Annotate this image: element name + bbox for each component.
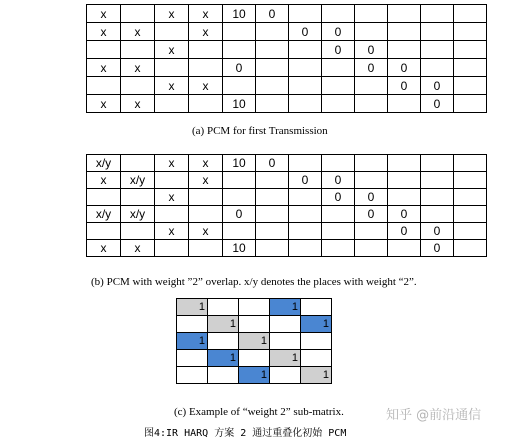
table-row: [87, 155, 487, 172]
matrix-cell: [121, 5, 155, 23]
matrix-cell: [421, 172, 454, 189]
table-row: [87, 23, 487, 41]
matrix-cell: [454, 155, 487, 172]
weight-2-sub-matrix: [176, 298, 332, 384]
matrix-cell: 0: [289, 23, 322, 41]
matrix-cell: x: [189, 155, 223, 172]
matrix-cell: [322, 5, 355, 23]
matrix-cell: 0: [355, 189, 388, 206]
caption-a: (a) PCM for first Transmission: [192, 125, 328, 137]
matrix-cell: [454, 95, 487, 113]
matrix-cell: x: [189, 77, 223, 95]
matrix-cell: [322, 77, 355, 95]
matrix-cell: 10: [223, 155, 256, 172]
matrix-cell: [289, 223, 322, 240]
matrix-cell: [355, 77, 388, 95]
sub-matrix-cell: [239, 316, 270, 333]
matrix-cell: 0: [355, 206, 388, 223]
matrix-cell: 0: [256, 155, 289, 172]
matrix-cell: [454, 23, 487, 41]
matrix-cell: 10: [223, 240, 256, 257]
sub-matrix-cell: 1: [301, 316, 332, 333]
matrix-cell: [421, 23, 454, 41]
matrix-cell: [256, 172, 289, 189]
matrix-cell: 0: [421, 240, 454, 257]
matrix-cell: 0: [322, 41, 355, 59]
matrix-cell: x: [121, 95, 155, 113]
matrix-cell: 10: [223, 95, 256, 113]
matrix-cell: [121, 189, 155, 206]
matrix-cell: 0: [256, 5, 289, 23]
sub-matrix-cell: [270, 333, 301, 350]
matrix-cell: [256, 206, 289, 223]
matrix-cell: 0: [388, 223, 421, 240]
sub-matrix-cell: 1: [208, 316, 239, 333]
matrix-cell: 0: [421, 223, 454, 240]
matrix-cell: [289, 5, 322, 23]
matrix-cell: [355, 172, 388, 189]
matrix-cell: [121, 223, 155, 240]
matrix-cell: [87, 189, 121, 206]
table-row: [87, 223, 487, 240]
table-row: [177, 299, 332, 316]
matrix-cell: x: [189, 23, 223, 41]
matrix-cell: 0: [322, 172, 355, 189]
matrix-cell: [155, 95, 189, 113]
matrix-cell: x: [87, 172, 121, 189]
sub-matrix-cell: [208, 367, 239, 384]
matrix-cell: [189, 41, 223, 59]
table-row: [87, 172, 487, 189]
matrix-cell: [421, 206, 454, 223]
matrix-cell: x: [121, 240, 155, 257]
matrix-cell: [256, 223, 289, 240]
matrix-cell: [189, 240, 223, 257]
matrix-cell: 0: [421, 95, 454, 113]
zhihu-watermark: 知乎 @前沿通信: [386, 408, 482, 423]
matrix-cell: x: [87, 95, 121, 113]
sub-matrix-cell: [208, 333, 239, 350]
matrix-cell: [322, 95, 355, 113]
matrix-cell: [289, 77, 322, 95]
matrix-cell: [421, 189, 454, 206]
matrix-cell: x/y: [121, 172, 155, 189]
matrix-cell: 0: [322, 23, 355, 41]
sub-matrix-cell: 1: [177, 333, 208, 350]
sub-matrix-cell: 1: [239, 367, 270, 384]
matrix-cell: 0: [421, 77, 454, 95]
matrix-cell: x: [121, 23, 155, 41]
matrix-cell: [256, 95, 289, 113]
matrix-cell: [388, 5, 421, 23]
matrix-cell: x: [87, 23, 121, 41]
matrix-cell: [421, 5, 454, 23]
matrix-cell: [189, 206, 223, 223]
matrix-cell: [388, 41, 421, 59]
matrix-cell: [256, 189, 289, 206]
matrix-cell: [355, 5, 388, 23]
table-row: [87, 189, 487, 206]
matrix-cell: 0: [223, 206, 256, 223]
matrix-cell: [155, 59, 189, 77]
sub-matrix-cell: 1: [270, 299, 301, 316]
table-row: [87, 77, 487, 95]
matrix-cell: [223, 223, 256, 240]
matrix-cell: [322, 223, 355, 240]
matrix-cell: [454, 41, 487, 59]
matrix-cell: x: [87, 59, 121, 77]
matrix-cell: [454, 189, 487, 206]
matrix-cell: x: [189, 5, 223, 23]
matrix-cell: [87, 41, 121, 59]
sub-matrix-cell: [177, 367, 208, 384]
table-row: [177, 367, 332, 384]
matrix-cell: x: [87, 5, 121, 23]
matrix-cell: [289, 95, 322, 113]
matrix-cell: [454, 59, 487, 77]
sub-matrix-cell: 1: [208, 350, 239, 367]
matrix-cell: [388, 23, 421, 41]
matrix-cell: [322, 206, 355, 223]
matrix-cell: [421, 59, 454, 77]
matrix-cell: [454, 240, 487, 257]
matrix-cell: x/y: [121, 206, 155, 223]
matrix-cell: [454, 172, 487, 189]
sub-matrix-cell: [239, 350, 270, 367]
matrix-cell: [322, 59, 355, 77]
matrix-cell: x: [155, 189, 189, 206]
matrix-cell: [388, 155, 421, 172]
sub-matrix-cell: [177, 316, 208, 333]
matrix-cell: [256, 41, 289, 59]
sub-matrix-cell: [239, 299, 270, 316]
matrix-cell: [289, 206, 322, 223]
matrix-cell: [223, 189, 256, 206]
matrix-cell: x/y: [87, 155, 121, 172]
table-row: [87, 59, 487, 77]
matrix-cell: [322, 155, 355, 172]
matrix-cell: [322, 240, 355, 257]
figure-caption: 图4:IR HARQ 方案 2 通过重叠化初始 PCM: [144, 428, 347, 439]
table-row: [87, 41, 487, 59]
matrix-cell: 0: [388, 59, 421, 77]
matrix-cell: [121, 41, 155, 59]
table-row: [87, 95, 487, 113]
sub-matrix-cell: [301, 299, 332, 316]
matrix-cell: [189, 189, 223, 206]
matrix-cell: 0: [388, 77, 421, 95]
matrix-cell: x: [189, 172, 223, 189]
caption-b: (b) PCM with weight ”2” overlap. x/y denotes the places with weight “2”.: [91, 276, 417, 288]
sub-matrix-cell: 1: [301, 367, 332, 384]
table-row: [87, 5, 487, 23]
table-row: [87, 206, 487, 223]
matrix-cell: [355, 240, 388, 257]
table-row: [177, 333, 332, 350]
matrix-cell: 0: [355, 59, 388, 77]
sub-matrix-cell: 1: [270, 350, 301, 367]
sub-matrix-cell: [208, 299, 239, 316]
matrix-cell: [454, 206, 487, 223]
matrix-cell: [256, 77, 289, 95]
matrix-cell: [355, 223, 388, 240]
matrix-cell: [454, 5, 487, 23]
matrix-cell: [155, 240, 189, 257]
sub-matrix-cell: [301, 333, 332, 350]
matrix-cell: [355, 23, 388, 41]
pcm-overlap-table: [86, 154, 487, 257]
matrix-cell: [256, 240, 289, 257]
table-row: [177, 316, 332, 333]
matrix-cell: x: [155, 155, 189, 172]
matrix-cell: [223, 23, 256, 41]
matrix-cell: [355, 155, 388, 172]
matrix-cell: x/y: [87, 206, 121, 223]
matrix-cell: [155, 23, 189, 41]
matrix-cell: 0: [388, 206, 421, 223]
matrix-cell: [223, 172, 256, 189]
matrix-cell: x: [155, 41, 189, 59]
matrix-cell: 0: [322, 189, 355, 206]
table-row: [87, 240, 487, 257]
table-row: [177, 350, 332, 367]
matrix-cell: [155, 206, 189, 223]
matrix-cell: [289, 59, 322, 77]
matrix-cell: [388, 240, 421, 257]
matrix-cell: [87, 223, 121, 240]
sub-matrix-cell: [270, 367, 301, 384]
matrix-cell: x: [155, 77, 189, 95]
matrix-cell: [289, 41, 322, 59]
matrix-cell: 0: [289, 172, 322, 189]
sub-matrix-cell: [270, 316, 301, 333]
matrix-cell: x: [155, 223, 189, 240]
matrix-cell: [256, 23, 289, 41]
matrix-cell: x: [155, 5, 189, 23]
matrix-cell: [289, 189, 322, 206]
matrix-cell: 10: [223, 5, 256, 23]
matrix-cell: [87, 77, 121, 95]
matrix-cell: x: [121, 59, 155, 77]
matrix-cell: [454, 77, 487, 95]
sub-matrix-cell: [177, 350, 208, 367]
matrix-cell: [121, 77, 155, 95]
matrix-cell: 0: [223, 59, 256, 77]
matrix-cell: [421, 41, 454, 59]
matrix-cell: [388, 95, 421, 113]
matrix-cell: [189, 59, 223, 77]
sub-matrix-cell: 1: [239, 333, 270, 350]
matrix-cell: [454, 223, 487, 240]
caption-c: (c) Example of “weight 2” sub-matrix.: [174, 406, 344, 418]
sub-matrix-cell: [301, 350, 332, 367]
sub-matrix-cell: 1: [177, 299, 208, 316]
matrix-cell: [388, 189, 421, 206]
matrix-cell: [256, 59, 289, 77]
matrix-cell: [223, 77, 256, 95]
matrix-cell: [121, 155, 155, 172]
matrix-cell: [223, 41, 256, 59]
matrix-cell: x: [87, 240, 121, 257]
matrix-cell: [289, 155, 322, 172]
matrix-cell: x: [189, 223, 223, 240]
matrix-cell: [155, 172, 189, 189]
matrix-cell: [388, 172, 421, 189]
matrix-cell: [189, 95, 223, 113]
pcm-first-transmission-table: [86, 4, 487, 113]
matrix-cell: [355, 95, 388, 113]
matrix-cell: 0: [355, 41, 388, 59]
matrix-cell: [421, 155, 454, 172]
matrix-cell: [289, 240, 322, 257]
